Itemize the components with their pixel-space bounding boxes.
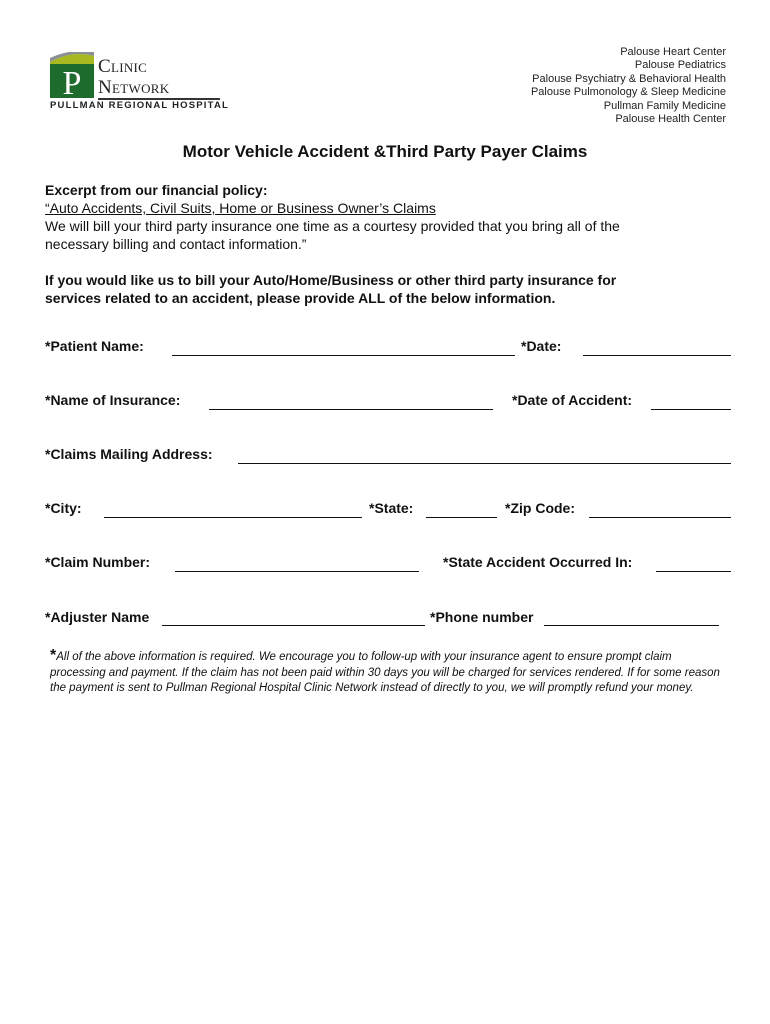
state-label: *State: (369, 500, 414, 516)
accident-state-field[interactable] (656, 571, 731, 572)
excerpt-text-line: We will bill your third party insurance one time as a courtesy provided that you bring all of the (45, 218, 620, 234)
date-field[interactable] (583, 355, 731, 356)
location-item: Palouse Pulmonology & Sleep Medicine (530, 86, 726, 99)
state-field[interactable] (426, 517, 497, 518)
clinic-network-logo (50, 52, 94, 98)
location-item: Palouse Heart Center (620, 46, 726, 58)
adjuster-name-field[interactable] (162, 625, 425, 626)
location-item: Pullman Family Medicine (603, 99, 726, 112)
excerpt-quote: “Auto Accidents, Civil Suits, Home or Business Owner’s Claims (45, 200, 436, 216)
insurance-name-field[interactable] (209, 409, 493, 410)
excerpt-block (45, 181, 620, 253)
city-field[interactable] (104, 517, 362, 518)
location-item: Palouse Health Center (615, 113, 726, 126)
location-item: Palouse Pediatrics (634, 59, 726, 72)
logo-subtitle: PULLMAN REGIONAL HOSPITAL (50, 100, 230, 111)
accident-date-label: *Date of Accident: (512, 392, 633, 408)
page-title: Motor Vehicle Accident &Third Party Payer Claims (182, 142, 588, 161)
instruction-line: services related to an accident, please provide ALL of the below information. (45, 290, 556, 306)
instruction-line: If you would like us to bill your Auto/Home/Business or other third party insurance for (45, 272, 617, 288)
zip-label: *Zip Code: (505, 500, 575, 516)
footnote-star: * (50, 647, 57, 664)
mailing-address-field[interactable] (238, 463, 731, 464)
claim-number-field[interactable] (175, 571, 419, 572)
logo-clinic-text: Clinic (98, 56, 148, 77)
accident-state-label: *State Accident Occurred In: (443, 554, 633, 570)
excerpt-heading: Excerpt from our financial policy: (45, 182, 268, 198)
patient-name-label: *Patient Name: (45, 338, 144, 354)
patient-name-field[interactable] (172, 355, 515, 356)
accident-date-field[interactable] (651, 409, 731, 410)
claim-number-label: *Claim Number: (45, 554, 151, 570)
date-label: *Date: (521, 338, 562, 354)
phone-label: *Phone number (430, 609, 534, 625)
mailing-address-label: *Claims Mailing Address: (45, 446, 213, 462)
location-item: Palouse Psychiatry & Behavioral Health (532, 72, 726, 85)
location-list (531, 46, 726, 126)
instruction-block (45, 271, 616, 307)
excerpt-text-line: necessary billing and contact information.” (45, 236, 307, 252)
insurance-name-label: *Name of Insurance: (45, 392, 181, 408)
footnote-text: All of the above information is required. We encourage you to follow-up with your insurance agent to ensure prompt claim processing and payment. If the claim has not been paid within 30 days you will be charged for services rendered. If for some reason the payment is sent to Pullman Regional Hospital Clinic Network instead of directly to you, we will promptly refund your money. (50, 651, 720, 694)
logo-network-text: Network (98, 77, 170, 98)
city-label: *City: (45, 500, 82, 516)
zip-field[interactable] (589, 517, 731, 518)
svg-text:P: P (62, 65, 82, 98)
logo-p-icon (50, 52, 94, 98)
phone-field[interactable] (544, 625, 719, 626)
footnote (50, 648, 730, 697)
adjuster-name-label: *Adjuster Name (45, 609, 150, 625)
